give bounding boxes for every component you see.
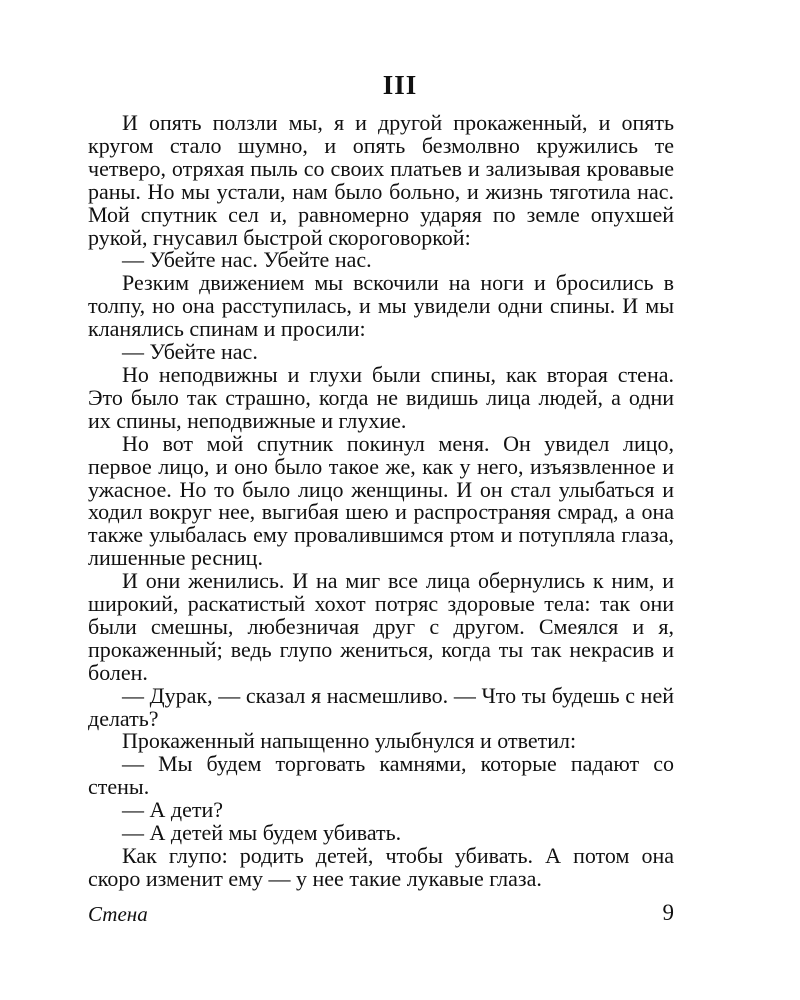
paragraph: — А дети?	[122, 797, 223, 823]
paragraph: — А детей мы будем убивать.	[122, 820, 402, 846]
paragraph: — Убейте нас.	[122, 339, 258, 365]
paragraph: Как глупо: родить детей, чтобы убивать. А потом она скоро изменит ему — у нее такие лукавые глаза.	[88, 843, 674, 891]
running-title: Стена	[88, 902, 148, 926]
paragraph: — Дурак, — сказал я насмешливо. — Что ты будешь с ней делать?	[88, 682, 674, 731]
paragraph: Прокаженный напыщенно улыбнулся и ответил:	[122, 728, 577, 754]
paragraph: Но вот мой спутник покинул меня. Он увидел лицо, первое лицо, и оно было такое же, как у него, изъязвленное и ужасное. Но то было лицо женщины. И он стал улыбаться и ходил вокруг нее, выгибая шею и распространяя смрад, а она также улыбалась ему провалившимся ртом и потупляла глаза, лишенные ресниц.	[88, 430, 674, 571]
body-text	[88, 112, 674, 891]
paragraph: И опять ползли мы, я и другой прокаженный, и опять кругом стало шумно, и опять безмолвно кружились те четверо, отряхая пыль со своих платьев и зализывая кровавые раны. Но мы устали, нам было больно, и жизнь тяготила нас. Мой спутник сел и, равномерно ударяя по земле опухшей рукой, гнусавил быстрой скороговоркой:	[88, 110, 674, 250]
paragraph: Резким движением мы вскочили на ноги и бросились в толпу, но она расступилась, и мы увидели одни спины. И мы кланялись спинам и просили:	[88, 270, 674, 342]
paragraph: И они женились. И на миг все лица обернулись к ним, и широкий, раскатистый хохот потряс здоровые тела: так они были смешны, любезничая друг с другом. Смеялся и я, прокаженный; ведь глупо жениться, когда ты так некрасив и болен.	[88, 568, 674, 685]
page-number: 9	[662, 900, 674, 925]
paragraph: — Убейте нас. Убейте нас.	[122, 247, 372, 273]
paragraph: — Мы будем торговать камнями, которые падают со стены.	[88, 751, 674, 800]
paragraph: Но неподвижны и глухи были спины, как вторая стена. Это было так страшно, когда не видишь лица людей, а одни их спины, неподвижные и глухие.	[88, 361, 674, 433]
chapter-heading: III	[382, 70, 418, 100]
